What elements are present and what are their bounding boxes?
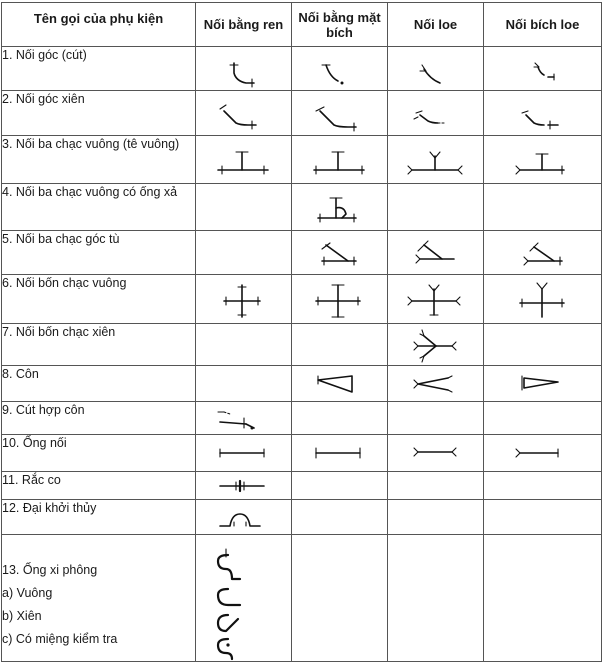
oblique-elbow-thread-symbol: [196, 91, 292, 136]
oblique-elbow-flare-flange-symbol: [484, 91, 602, 136]
table-row: [2, 535, 602, 662]
elbow-thread-symbol: [196, 47, 292, 91]
table-row: [2, 231, 602, 275]
row-name: 5. Nối ba chạc góc tù: [2, 231, 196, 275]
symbol-cell: [196, 472, 292, 500]
reducing-elbow-thread-symbol: [196, 402, 292, 435]
pipe-connector-flange-symbol: [292, 435, 388, 472]
row-name: 4. Nối ba chạc vuông có ống xả: [2, 184, 196, 231]
header-name: Tên gọi của phụ kiện: [2, 3, 196, 47]
cross-flare-symbol: [388, 275, 484, 324]
symbol-cell: [196, 47, 292, 91]
tee-flare-symbol: [388, 136, 484, 184]
symbol-cell: [484, 275, 602, 324]
symbol-cell: [292, 435, 388, 472]
symbol-cell: [388, 91, 484, 136]
symbol-cell: [196, 402, 292, 435]
tee-flare-flange-symbol: [484, 136, 602, 184]
symbol-cell: [484, 231, 602, 275]
symbol-cell: [292, 366, 388, 402]
empty-cell: [484, 472, 602, 500]
row-name: [2, 535, 196, 662]
oblique-elbow-flange-symbol: [292, 91, 388, 136]
symbol-cell: [196, 535, 292, 662]
symbol-cell: [484, 47, 602, 91]
symbol-cell: [292, 184, 388, 231]
row-sub-b: b) Xiên: [2, 609, 42, 623]
saddle-thread-symbol: [196, 500, 292, 535]
table-row: [2, 91, 602, 136]
table-row: [2, 47, 602, 91]
row-name: 2. Nối góc xiên: [2, 91, 196, 136]
empty-cell: [196, 231, 292, 275]
empty-cell: [196, 324, 292, 366]
elbow-flange-symbol: [292, 47, 388, 91]
empty-cell: [484, 535, 602, 662]
symbol-cell: [388, 231, 484, 275]
empty-cell: [484, 324, 602, 366]
oblique-cross-flare-symbol: [388, 324, 484, 366]
empty-cell: [388, 500, 484, 535]
row-name: 6. Nối bốn chạc vuông: [2, 275, 196, 324]
empty-cell: [388, 184, 484, 231]
reducer-flare-symbol: [388, 366, 484, 402]
table-row: [2, 402, 602, 435]
obtuse-tee-flare-flange-symbol: [484, 231, 602, 275]
table-row: [2, 136, 602, 184]
reducer-flare-flange-symbol: [484, 366, 602, 402]
symbol-cell: [484, 91, 602, 136]
empty-cell: [388, 402, 484, 435]
empty-cell: [196, 184, 292, 231]
tee-thread-symbol: [196, 136, 292, 184]
row-name: 12. Đại khởi thủy: [2, 500, 196, 535]
symbol-cell: [196, 275, 292, 324]
symbol-cell: [292, 275, 388, 324]
symbol-cell: [292, 47, 388, 91]
pipe-connector-flare-flange-symbol: [484, 435, 602, 472]
elbow-flare-symbol: [388, 47, 484, 91]
symbol-cell: [196, 91, 292, 136]
empty-cell: [196, 366, 292, 402]
table-row: [2, 366, 602, 402]
row-name: 1. Nối góc (cút): [2, 47, 196, 91]
row-name: 8. Côn: [2, 366, 196, 402]
row-name: 3. Nối ba chạc vuông (tê vuông): [2, 136, 196, 184]
siphon-thread-symbol: [196, 535, 292, 662]
symbol-cell: [484, 136, 602, 184]
empty-cell: [292, 324, 388, 366]
table-row: [2, 435, 602, 472]
table-row: [2, 275, 602, 324]
symbol-cell: [196, 435, 292, 472]
symbol-cell: [388, 275, 484, 324]
empty-cell: [292, 472, 388, 500]
symbol-cell: [196, 500, 292, 535]
row-name: 11. Rắc co: [2, 472, 196, 500]
obtuse-tee-flare-symbol: [388, 231, 484, 275]
symbol-cell: [388, 47, 484, 91]
table-row: [2, 184, 602, 231]
empty-cell: [292, 402, 388, 435]
cross-thread-symbol: [196, 275, 292, 324]
empty-cell: [388, 535, 484, 662]
table-row: [2, 472, 602, 500]
row-name: 9. Cút hợp côn: [2, 402, 196, 435]
empty-cell: [292, 500, 388, 535]
pipe-connector-thread-symbol: [196, 435, 292, 472]
tee-flange-symbol: [292, 136, 388, 184]
oblique-elbow-flare-symbol: [388, 91, 484, 136]
table-row: [2, 324, 602, 366]
symbol-cell: [388, 324, 484, 366]
symbol-cell: [388, 435, 484, 472]
row-title: 13. Ống xi phông: [2, 563, 98, 577]
header-flare-flange: Nối bích loe: [484, 3, 602, 47]
fittings-symbol-table: [1, 2, 602, 662]
symbol-cell: [484, 435, 602, 472]
header-flare: Nối loe: [388, 3, 484, 47]
union-thread-symbol: [196, 472, 292, 500]
table-row: [2, 500, 602, 535]
cross-flare-flange-symbol: [484, 275, 602, 324]
pipe-connector-flare-symbol: [388, 435, 484, 472]
empty-cell: [388, 472, 484, 500]
row-name: 7. Nối bốn chạc xiên: [2, 324, 196, 366]
tee-drain-flange-symbol: [292, 184, 388, 231]
row-name: 10. Ống nối: [2, 435, 196, 472]
symbol-cell: [388, 366, 484, 402]
header-row: [2, 3, 602, 47]
header-flange: Nối bằng mặt bích: [292, 3, 388, 47]
symbol-cell: [388, 136, 484, 184]
row-sub-c: c) Có miệng kiểm tra: [2, 632, 118, 646]
empty-cell: [484, 402, 602, 435]
reducer-flange-symbol: [292, 366, 388, 402]
empty-cell: [484, 184, 602, 231]
symbol-cell: [196, 136, 292, 184]
symbol-cell: [292, 136, 388, 184]
row-sub-a: a) Vuông: [2, 586, 53, 600]
obtuse-tee-flange-symbol: [292, 231, 388, 275]
symbol-cell: [292, 91, 388, 136]
symbol-cell: [484, 366, 602, 402]
empty-cell: [292, 535, 388, 662]
cross-flange-symbol: [292, 275, 388, 324]
header-thread: Nối bằng ren: [196, 3, 292, 47]
symbol-cell: [292, 231, 388, 275]
elbow-flare-flange-symbol: [484, 47, 602, 91]
empty-cell: [484, 500, 602, 535]
